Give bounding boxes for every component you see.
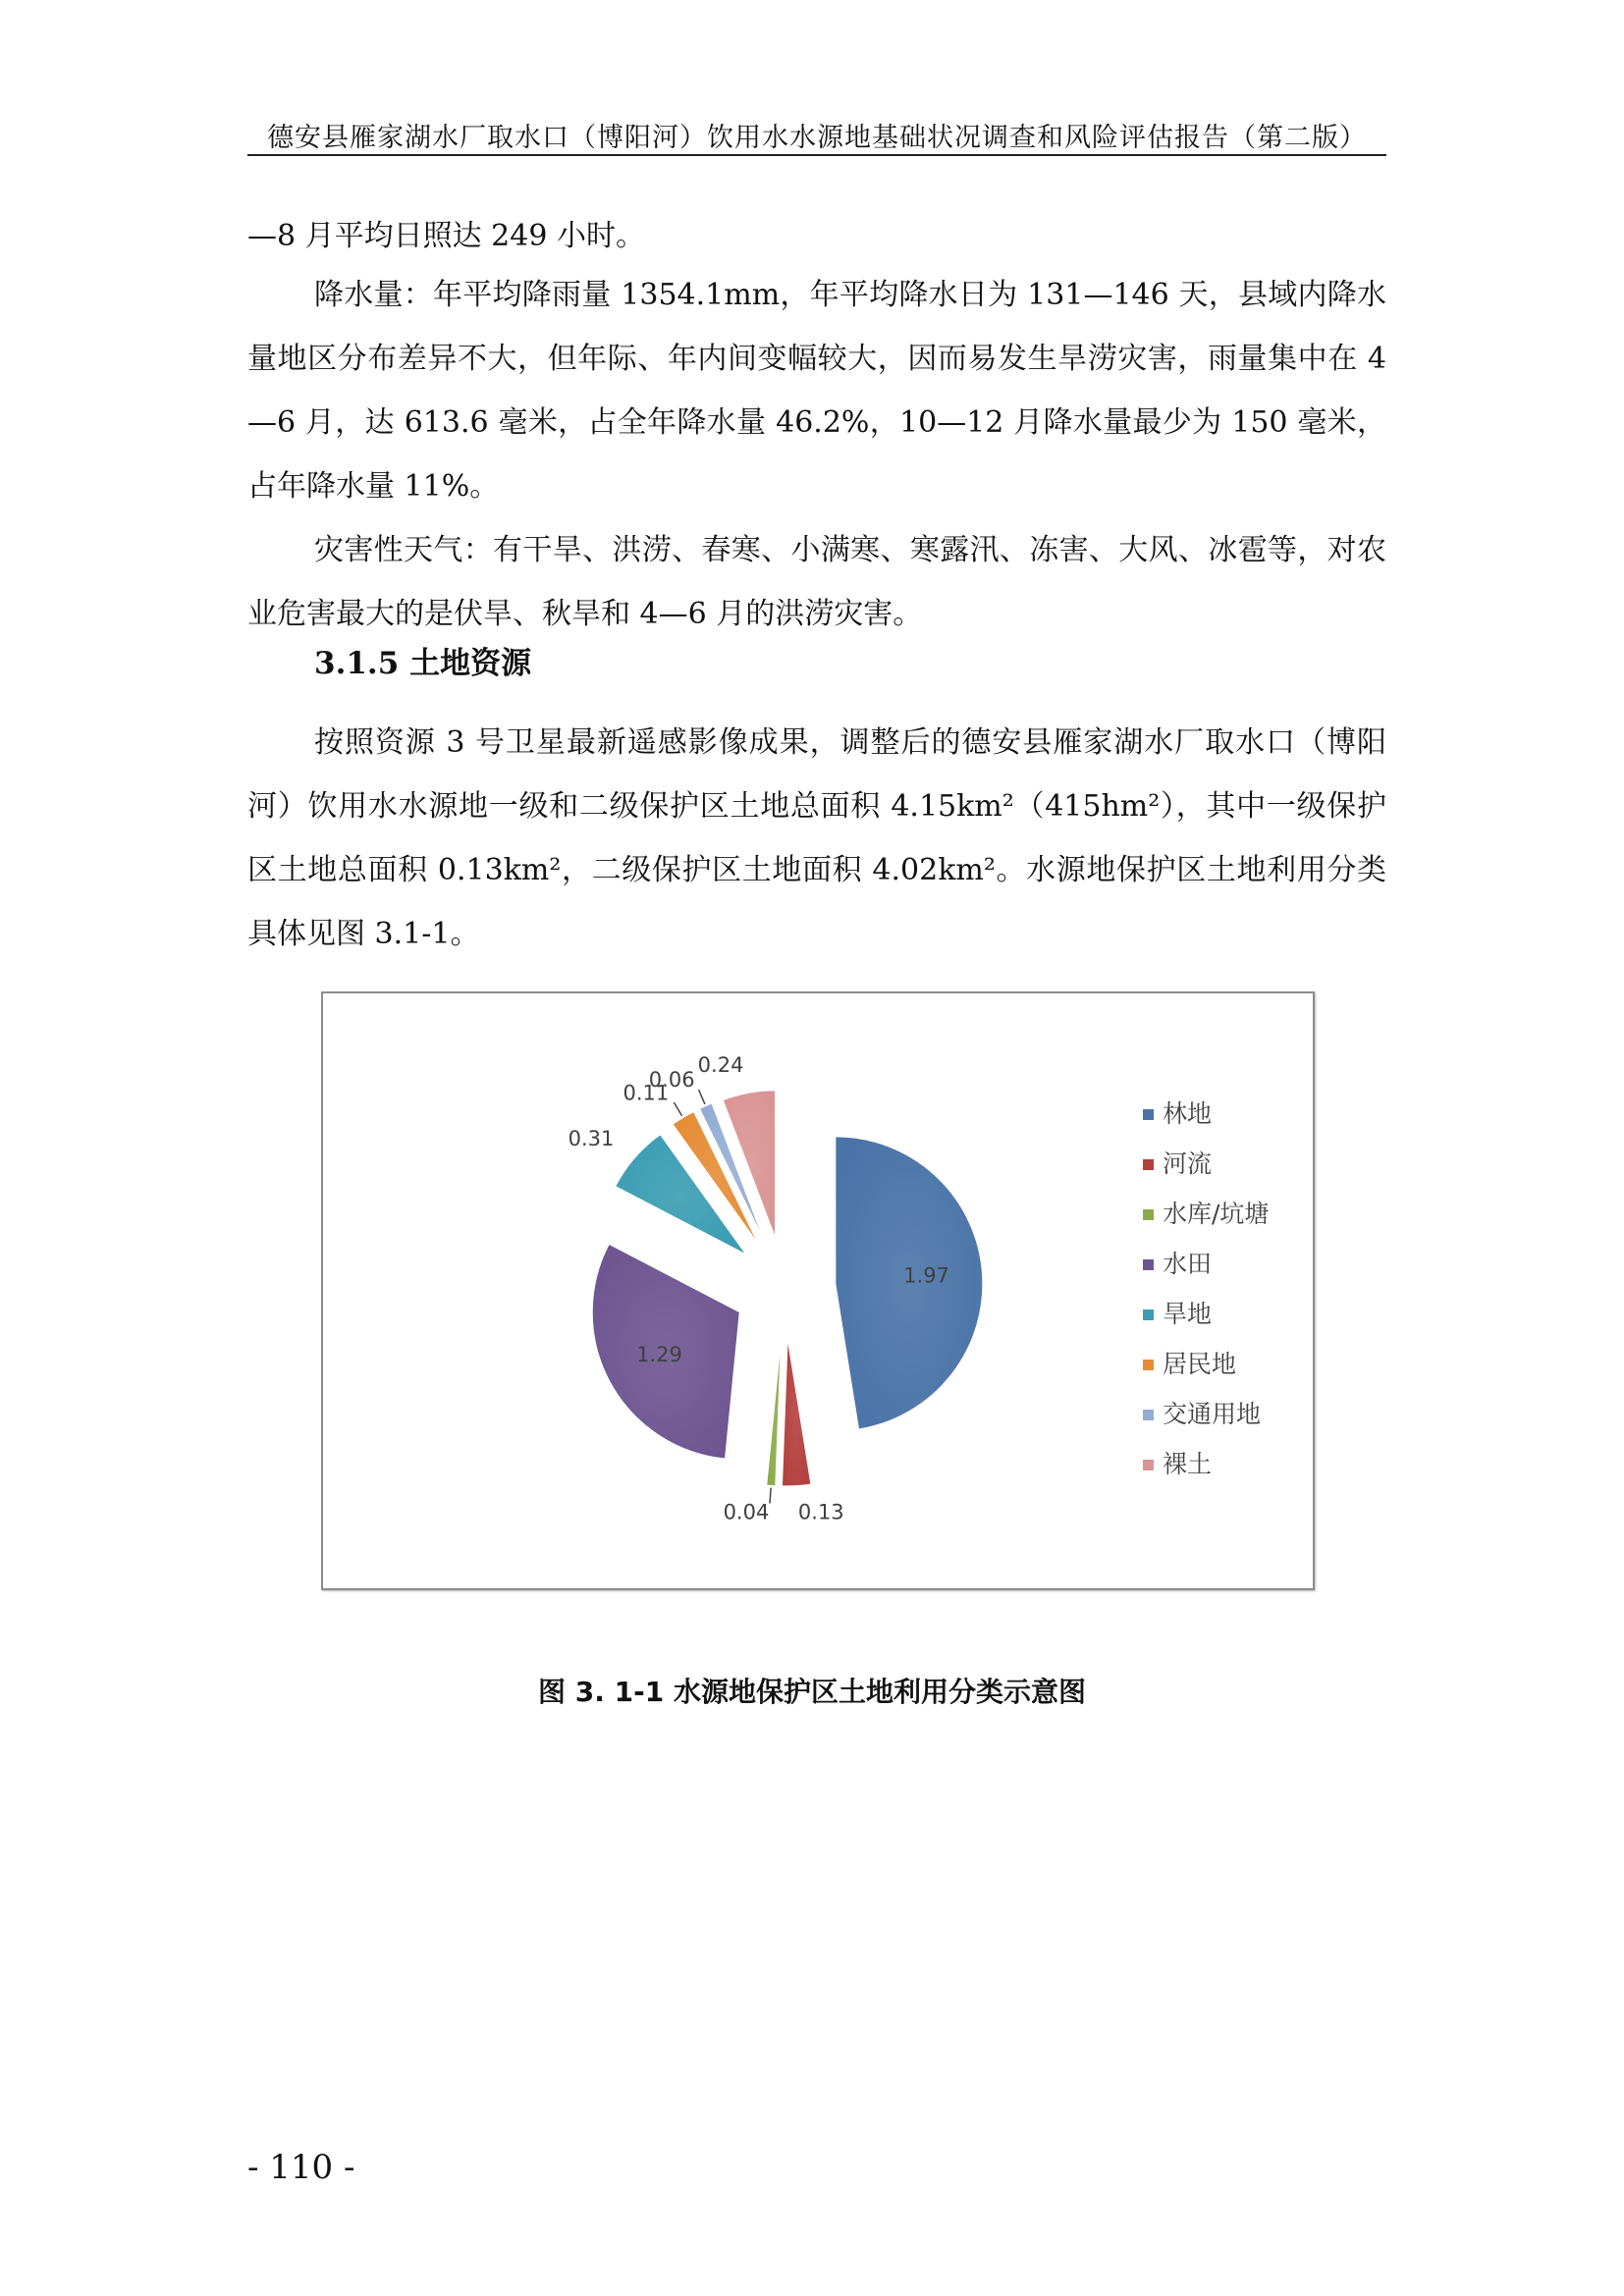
- legend-swatch--: [1143, 1109, 1154, 1120]
- legend-swatch--: [1143, 1460, 1154, 1470]
- leader-line--: [770, 1488, 771, 1504]
- data-label--: 0.13: [797, 1500, 844, 1524]
- legend-label--: 水库/坑塘: [1163, 1200, 1270, 1228]
- data-label--: 1.29: [636, 1342, 682, 1366]
- legend-swatch--: [1143, 1259, 1154, 1270]
- legend-swatch--: [1143, 1209, 1154, 1220]
- legend-swatch--: [1143, 1159, 1154, 1170]
- data-label--: 0.24: [697, 1052, 744, 1077]
- legend-label--: 居民地: [1163, 1350, 1237, 1378]
- header-rule: [247, 154, 1386, 156]
- leader-line--: [699, 1090, 705, 1104]
- figure-caption: 图 3. 1-1 水源地保护区土地利用分类示意图: [538, 1676, 1086, 1708]
- pie-slice--: [767, 1339, 782, 1486]
- data-label--: 0.06: [648, 1067, 695, 1092]
- running-header: 德安县雁家湖水厂取水口（博阳河）饮用水水源地基础状况调查和风险评估报告（第二版）: [267, 123, 1367, 153]
- data-label--: 1.97: [903, 1263, 949, 1288]
- paragraph-disaster: 灾害性天气：有干旱、洪涝、春寒、小满寒、寒露汛、冻害、大风、冰雹等，对农业危害最大的是伏旱、秋旱和 4—6 月的洪涝灾害。: [247, 533, 1386, 631]
- data-label--: 0.31: [568, 1127, 615, 1151]
- section-heading: 3.1.5 土地资源: [314, 646, 532, 681]
- legend-label--: 交通用地: [1163, 1400, 1262, 1428]
- legend-swatch--: [1143, 1410, 1154, 1420]
- legend-label--: 裸土: [1163, 1450, 1213, 1478]
- legend-swatch--: [1143, 1360, 1154, 1370]
- legend-label--: 河流: [1163, 1149, 1213, 1178]
- data-label--: 0.11: [623, 1081, 670, 1105]
- legend-label--: 林地: [1163, 1099, 1213, 1128]
- pie-chart-figure: [321, 991, 1315, 1590]
- data-label--: 0.04: [723, 1500, 770, 1524]
- paragraph-sunshine: —8 月平均日照达 249 小时。: [247, 219, 645, 253]
- page-number: - 110 -: [247, 2148, 355, 2187]
- paragraph-land: 按照资源 3 号卫星最新遥感影像成果，调整后的德安县雁家湖水厂取水口（博阳河）饮用水水源地一级和二级保护区土地总面积 4.15km²（415hm²），其中一级保护区土地总面积 0.13km²，二级保护区土地面积 4.02km²。水源地保护区土地利用分类具体见图 3.1-1。: [247, 725, 1386, 951]
- legend-label--: 水田: [1163, 1250, 1213, 1278]
- paragraph-precipitation: 降水量：年平均降雨量 1354.1mm，年平均降水日为 131—146 天，县域内降水量地区分布差异不大，但年际、年内间变幅较大，因而易发生旱涝灾害，雨量集中在 4—6 月，达 613.6 毫米，占全年降水量 46.2%，10—12 月降水量最少为 150 毫米，占年降水量 11%。: [247, 278, 1386, 504]
- pie-chart: [323, 993, 1313, 1588]
- pie-slice--: [782, 1339, 810, 1486]
- legend-swatch--: [1143, 1309, 1154, 1320]
- legend-label--: 旱地: [1163, 1300, 1213, 1328]
- leader-line--: [674, 1102, 681, 1116]
